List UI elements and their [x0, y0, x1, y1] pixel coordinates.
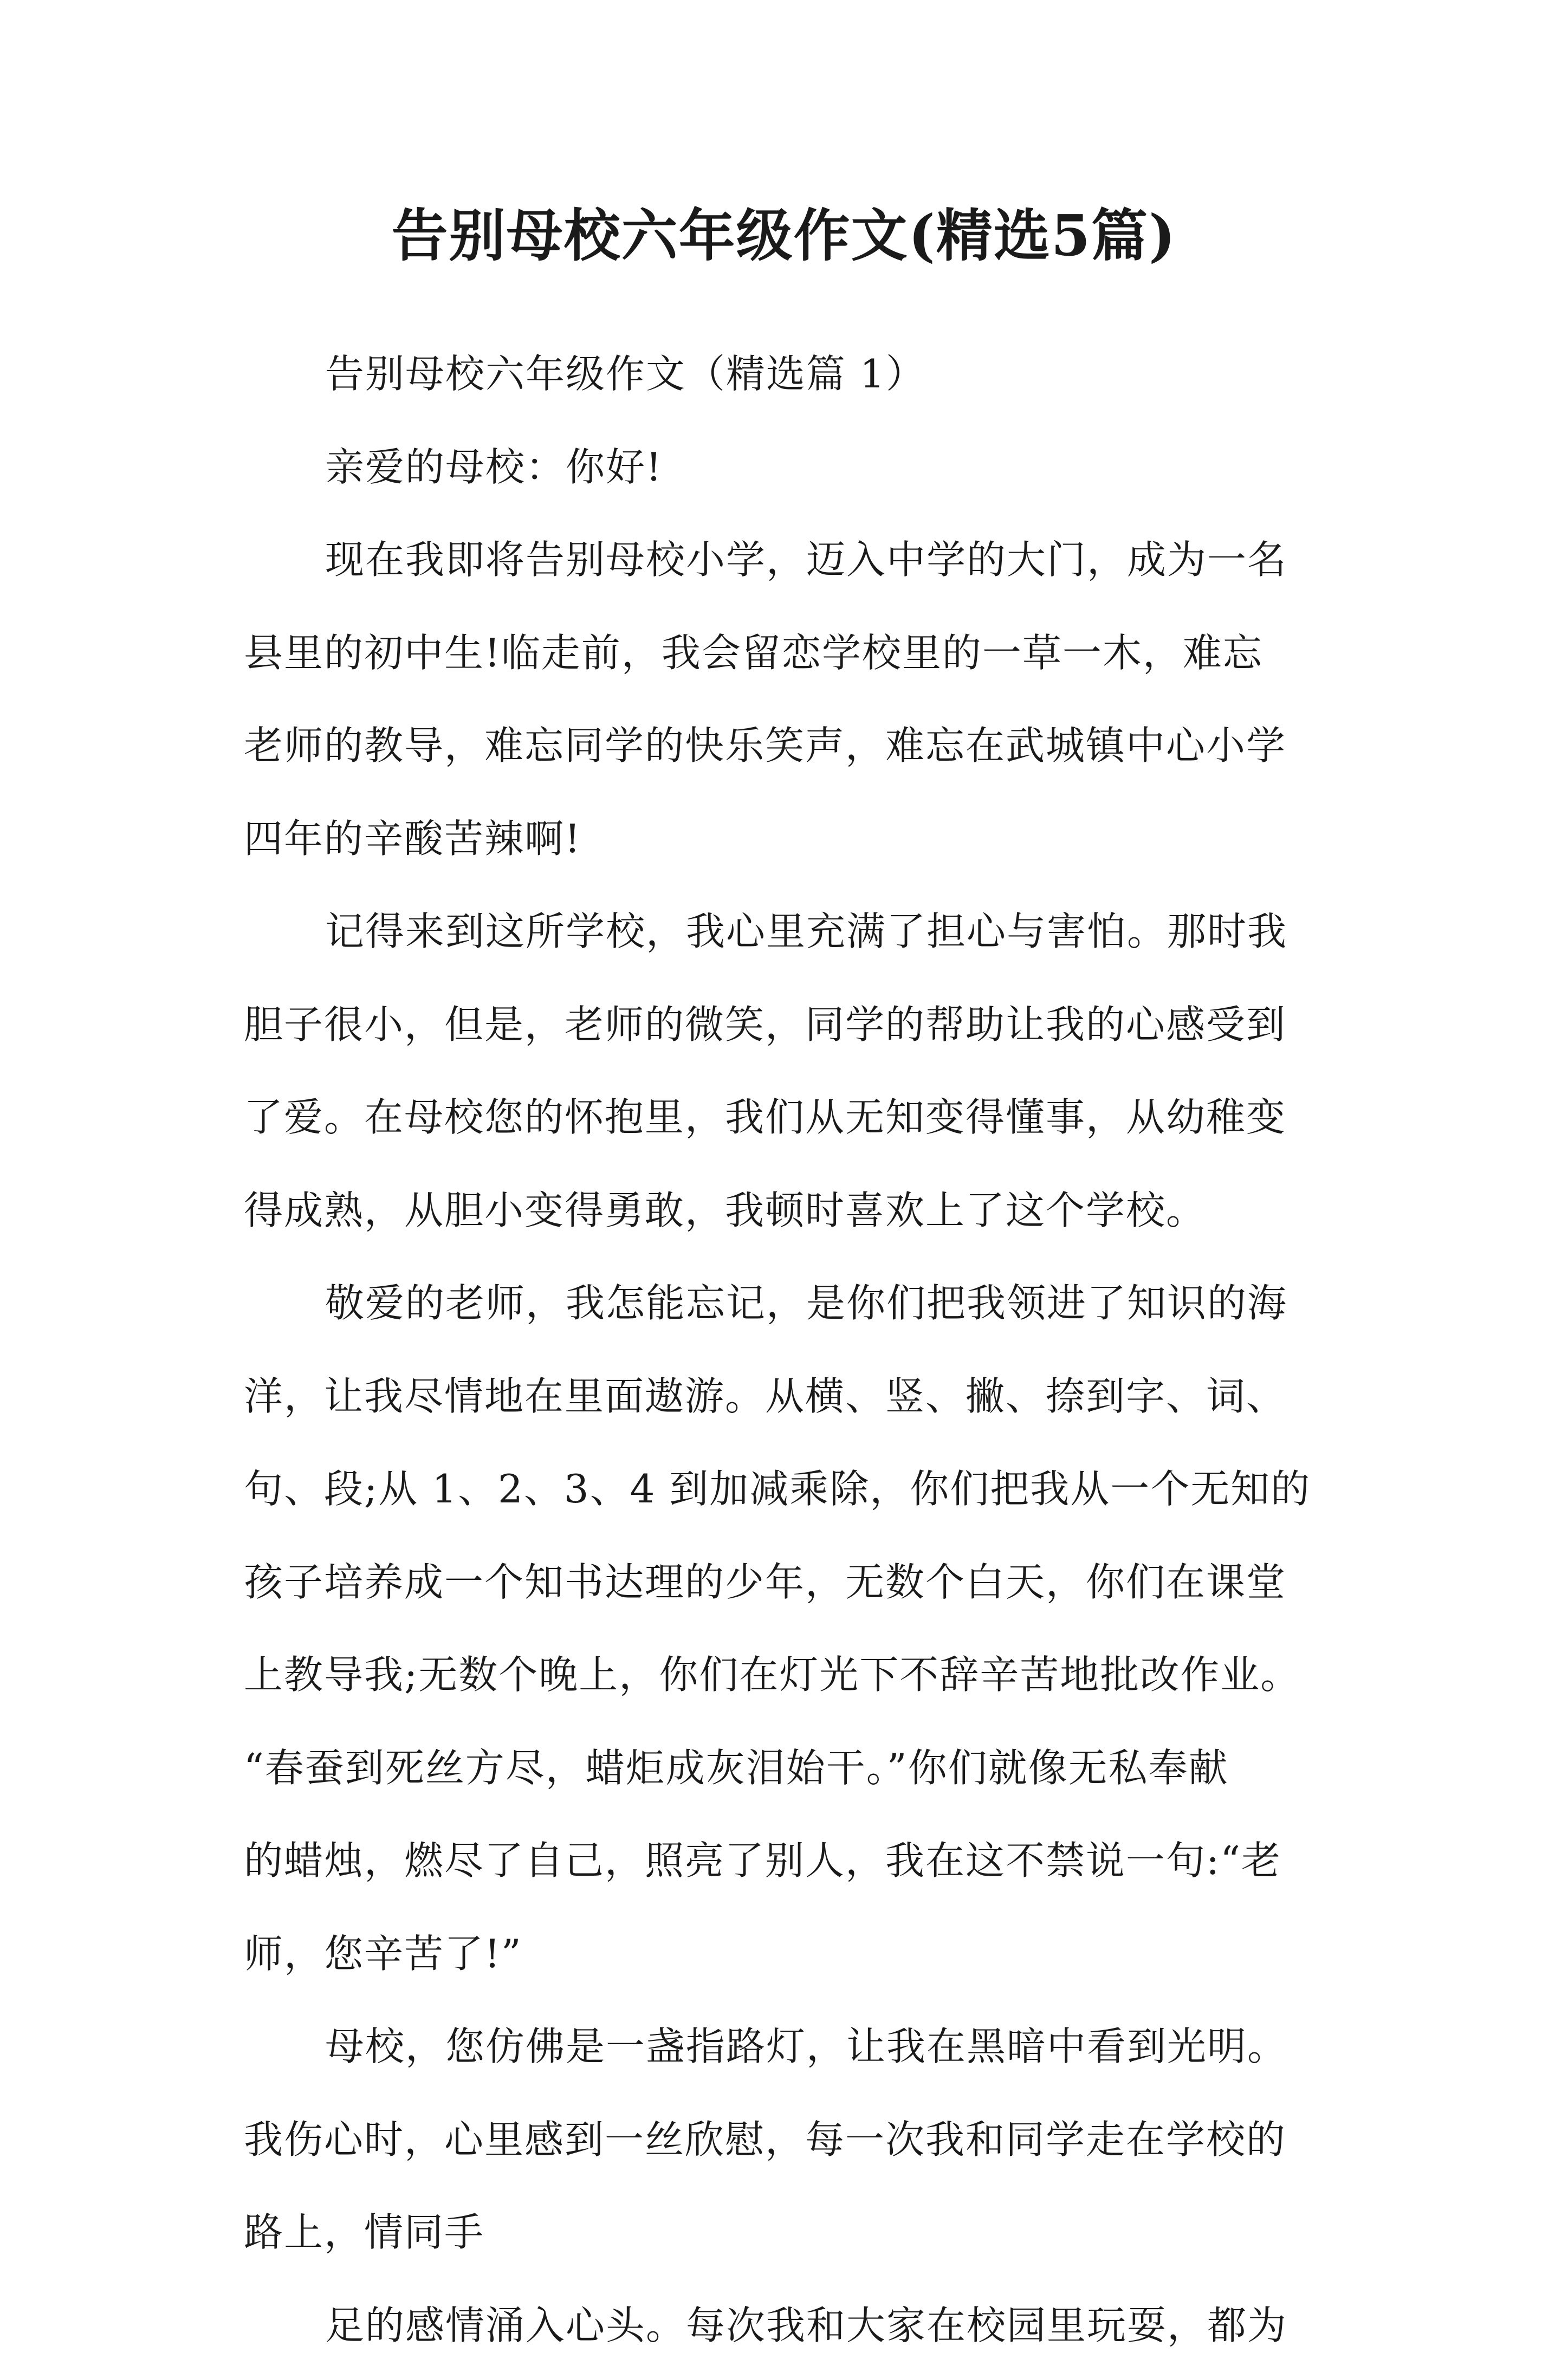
text-line: 胆子很小，但是，老师的微笑，同学的帮助让我的心感受到	[244, 978, 1436, 1072]
text-line: 足的感情涌入心头。每次我和大家在校园里玩耍，都为	[244, 2279, 1436, 2372]
text-line: 亲爱的母校：你好!	[244, 421, 1436, 514]
text-line: 孩子培养成一个知书达理的少年，无数个白天，你们在课堂	[244, 1536, 1436, 1629]
text-line: 的蜡烛，燃尽了自己，照亮了别人，我在这不禁说一句:“老	[244, 1814, 1436, 1908]
text-line: 师，您辛苦了!”	[244, 1908, 1436, 2001]
text-line: 告别母校六年级作文（精选篇 1）	[244, 328, 1436, 421]
text-line: 现在我即将告别母校小学，迈入中学的大门，成为一名	[244, 514, 1436, 607]
document-title: 告别母校六年级作文(精选5篇)	[0, 200, 1568, 271]
text-line: 路上，情同手	[244, 2186, 1436, 2279]
text-line: 四年的辛酸苦辣啊!	[244, 793, 1436, 886]
document-body	[244, 328, 1436, 2372]
text-line: 得成熟，从胆小变得勇敢，我顿时喜欢上了这个学校。	[244, 1164, 1436, 1258]
text-line: 老师的教导，难忘同学的快乐笑声，难忘在武城镇中心小学	[244, 699, 1436, 793]
text-line: 县里的初中生!临走前，我会留恋学校里的一草一木，难忘	[244, 607, 1436, 700]
text-line: 我伤心时，心里感到一丝欣慰，每一次我和同学走在学校的	[244, 2094, 1436, 2187]
text-line: 敬爱的老师，我怎能忘记，是你们把我领进了知识的海	[244, 1257, 1436, 1350]
text-line: “春蚕到死丝方尽，蜡炬成灰泪始干。”你们就像无私奉献	[244, 1722, 1436, 1815]
text-line: 母校，您仿佛是一盏指路灯，让我在黑暗中看到光明。	[244, 2000, 1436, 2094]
text-line: 洋，让我尽情地在里面遨游。从横、竖、撇、捺到字、词、	[244, 1350, 1436, 1443]
text-line: 句、段;从 1、2、3、4 到加减乘除，你们把我从一个无知的	[244, 1443, 1436, 1536]
text-line: 了爱。在母校您的怀抱里，我们从无知变得懂事，从幼稚变	[244, 1071, 1436, 1164]
text-line: 上教导我;无数个晚上，你们在灯光下不辞辛苦地批改作业。	[244, 1629, 1436, 1722]
text-line: 记得来到这所学校，我心里充满了担心与害怕。那时我	[244, 885, 1436, 978]
